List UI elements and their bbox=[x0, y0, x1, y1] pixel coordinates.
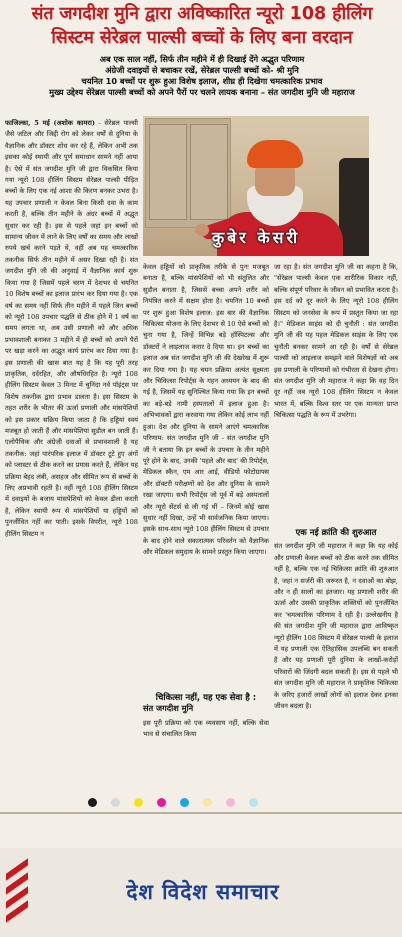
registration-dot bbox=[157, 798, 166, 807]
column-3b-text: संत जगदीश मुनि जी महाराज ने कहा कि यह कोई और प्रणाली केवल बच्चों को ठीक करने तक सीमित नहीं है, बल्कि एक नई चिकित्सा क्रांति की शुरुआत है, जहां न सर्जरी की जरूरत है, न दवाओं का बोझ, और न ही सालों का इंतजार। यह प्रणाली शरीर की ऊर्जा और उसकी प्राकृतिक शक्तियों को पुनर्जीवित कर 'चमत्कारिक परिणाम दे रही है। उल्लेखनीय है की संत जगदीश मुनि जी महाराज द्वारा आविष्कृत न्यूरो हीलिंग 108 सिस्टम में सेरेब्रल पाल्सी के इलाज में यह प्रणाली एक ऐतिहासिक उपलब्धि बन सकती है और यह प्रणाली पूरी दुनिया के लाखों-करोड़ों परिवारों की जिंदगी बदल सकती है। इस से पहले भी संत जगदीश मुनि जी महाराज ने प्राकृतिक चिकित्सा के जरिए हजारों लाखों लोगों को इलाज देकर इनका जीवन बदला है। bbox=[274, 542, 398, 711]
article-column-3 bbox=[274, 262, 398, 782]
article-column-2-continued bbox=[143, 718, 269, 774]
section-title: देश विदेश समाचार bbox=[126, 880, 280, 904]
headline-line-1: संत जगदीश मुनि द्वारा अविष्कारित न्यूरो 108 हीलिंग bbox=[31, 4, 373, 24]
headline bbox=[6, 2, 398, 50]
banner-stripes-icon bbox=[6, 866, 26, 926]
section-heading-service: चिकित्सा नहीं, यह एक सेवा है : संत जगदीश मुनि bbox=[143, 693, 257, 713]
page-divider bbox=[0, 812, 402, 814]
section-heading-revolution: एक नई क्रांति की शुरुआत bbox=[295, 528, 377, 538]
registration-dot bbox=[249, 798, 258, 807]
column-3-text: जा रहा है। संत जगदीश मुनि जी का कहना है कि, "सेरेब्रल पाल्सी केवल एक शारीरिक विकार नहीं, बल्कि संपूर्ण परिवार के जीवन को प्रभावित करता है। इस दर्द को दूर करने के लिए न्यूरो 108 हीलिंग सिस्टम को जनसेवा के रूप में प्रस्तुत किया जा रहा है।" मेडिकल साइंस को दी चुनौती : संत जगदीश मुनि जी की यह पहल मेडिकल साइंस के लिए एक चुनौती बनकर सामने आ रही है। वर्षों से सेरेब्रल पाल्सी को लाइलाज समझने वाले विशेषज्ञों को अब इस प्रणाली के परिणामों को गंभीरता से देखना होगा। संत जगदीश मुनि जी महाराज ने कहा कि वह दिन दूर नहीं जब न्यूरो 108 हीलिंग सिस्टम न केवल भारत में, बल्कि विश्व स्तर पर एक मान्यता प्राप्त चिकित्सा पद्धति के रूप में उभरेगा। bbox=[274, 263, 398, 420]
photo-watermark: कुबेर केसरी bbox=[211, 228, 301, 247]
article-column-1 bbox=[5, 118, 138, 788]
subheadline-1: अब एक साल नहीं, सिर्फ तीन महीने में ही दिखाई देंगे अद्भुत परिणाम bbox=[99, 54, 305, 64]
column-2b-text: इस पूरी प्रक्रिया को एक व्यवसाय नहीं, बल्कि सेवा भाव से संचालित किया bbox=[143, 719, 269, 739]
article-column-2 bbox=[143, 262, 269, 692]
headline-line-2: सिस्टम सेरेब्रल पाल्सी बच्चों के लिए बना वरदान bbox=[51, 28, 353, 48]
registration-dot bbox=[226, 798, 235, 807]
subheadline-2: अंग्रेजी दवाइयों से बचाकर रखें, सेरेब्रल पाल्सी बच्चों को- श्री मुनि bbox=[105, 65, 299, 75]
registration-dot bbox=[203, 798, 212, 807]
subheadlines bbox=[4, 54, 400, 98]
column-1-text: - सेरेब्रल पाल्सी जैसे जटिल और जिद्दी रोग को लेकर वर्षों से दुनिया के वैज्ञानिक और डॉक्टर शोध कर रहे हैं, लेकिन अभी तक इसका कोई स्थायी और पूर्ण समाधान सामने नहीं आया है। ऐसे में संत जगदीश मुनि जी द्वारा विकसित किया गया न्यूरो 108 हीलिंग सिस्टम सेरेब्रल पाल्सी पीड़ित बच्चों के लिए एक नई आशा की किरण बनकर उभरा है। यह उपचार प्रणाली न केवल बिना किसी दवा के काम करती है, बल्कि तीन महीने के अंदर बच्चों में अद्भुत सुधार कर रही है। इस से पहले जहां इन बच्चों को सामान्य जीवन में लाने के लिए वर्षों का समय और लाखों रुपये खर्च करने पड़ते थे, वहीं अब यह चमत्कारिक तकनीक सिर्फ तीन महीने में असर दिखा रही है। संत जगदीश मुनि जी की अनुवाई में वैज्ञानिक कार्य शुरू किया गया है जिसमें पहले चरण में देशभर से चयनित 10 विशेष बच्चों का इलाज प्रारंभ कर दिया गया है। एक वर्ष का समय नहीं सिर्फ तीन महीने में पहले जिन बच्चों को न्यूरो 108 उपचार पद्धति से ठीक होने में 1 वर्ष का समय लगता था, अब उसी प्रणाली को और अधिक प्रभावशाली बनाकर 3 महीने में ही बच्चों को अपने पैरों पर खड़ा करने का अद्भुत कार्य प्रारंभ कर दिया गया है। इस प्रणाली की खास बात यह है कि यह पूरी तरह प्राकृतिक, दर्दरहित, और औषधिरहित है। न्यूरो 108 हीलिंग सिस्टम केवल 3 मिनट में चुनिंदा नर्व पॉइंट्स पर विशेष तकनीक द्वारा प्रभाव डालता है। इस सिस्टम के तहत शरीर के भीतर की ऊर्जा प्रणाली और मांसपेशियों को इस प्रकार सक्रिय किया जाता है कि हड्डियां स्वयं मजबूत हो जाती हैं और मांसपेशियां सुडौल बन जाती हैं। एलोपैथिक और अंग्रेजी दवाओं से प्रभावशाली है यह तकनीक: जहां पारंपरिक इलाज में डॉक्टर टूटे हुए अंगों को प्लास्टर से ठीक करने का प्रयास करते हैं, लेकिन यह प्रक्रिया बेहद लंबी, असहज और सीमित रूप से बच्चों के लिए अप्रभावी रहती है। वहीं न्यूरो 108 हीलिंग सिस्टम में दवाइयों के बजाय मांसपेशियों को केवल ढीला करती है, लेकिन स्थायी रूप से मांसपेशियों या हड्डियों को पुनर्जीवित नहीं कर पाती। इसके विपरीत, न्यूरो 108 हीलिंग सिस्टम न bbox=[5, 119, 138, 538]
registration-dot bbox=[134, 798, 143, 807]
saint-photo bbox=[143, 116, 369, 256]
column-2-text: केवल हड्डियों को प्राकृतिक तरीके से पुनः मजबूत बनाता है, बल्कि मांसपेशियों को भी संतुलित और सुडौल बनाता है, जिससे बच्चा अपने शरीर को नियंत्रित करने में सक्षम होता है। चयनित 10 बच्चों पर शुरू हुआ विशेष इलाज: इस बार की वैज्ञानिक चिकित्सा योजना के लिए देशभर से 10 ऐसे बच्चों को चुना गया है, जिन्हें विभिन्न बड़े हॉस्पिटल्स और डॉक्टरों ने लाइलाज करार दे दिया था। इन बच्चों का इलाज अब संत जगदीश मुनि जी की देखरेख में शुरू कर दिया गया है। यह चयन प्रक्रिया अत्यंत सूक्ष्मता और चिकित्सा रिपोर्ट्स के गहन अध्ययन के बाद की गई है, जिसमें यह सुनिश्चित किया गया कि इन बच्चों का बड़े-बड़े नामी हस्पतालों में इलाज हुआ है। अभिभावकों द्वारा करवाया गया लेकिन कोई लाभ नहीं हुआ। देश और दुनिया के सामने आएंगे चमत्कारिक परिणाम: संत जगदीश मुनि जी - संत जगदीश मुनि जी ने बताया कि इन बच्चों के उपचार के तीन महीने पूरे होने के बाद, उनकी 'पहले और बाद' की रिपोर्ट्स, मेडिकल स्कैन, एम आर आई, वीडियो फोटोग्राफ्स और डॉक्टरी परीक्षणों को देश और दुनिया के सामने रखा जाएगा। सभी रिपोर्ट्स जो पूर्व में बड़े अस्पतालों और न्यूरो सेंटर्स से ली गई थीं – जिनमें कोई खास सुधार नहीं दिखा, उन्हें भी सार्वजनिक किया जाएगा। इसके साथ-साथ न्यूरो 108 हीलिंग सिस्टम से उपचार के बाद होने वाले सकारात्मक परिवर्तन को वैज्ञानिक और मेडिकल समुदाय के सामने प्रस्तुत किया जाएगा। bbox=[143, 263, 269, 557]
subheadline-4: मुख्य उद्देश्य सेरेब्रल पाल्सी बच्चों को अपने पैरों पर चलने लायक बनाना – संत जगदीश मुनि जी महाराज bbox=[49, 87, 355, 97]
printer-registration-marks bbox=[88, 797, 328, 807]
dateline: फाजिल्का, 5 मई (अशोक कामरा) bbox=[5, 119, 95, 127]
subheadline-3: चयनित 10 बच्चों पर शुरू हुआ विशेष इलाज, शीघ्र ही दिखेगा चमत्कारिक प्रभाव bbox=[81, 76, 323, 86]
registration-dot bbox=[111, 798, 120, 807]
section-banner bbox=[0, 848, 402, 937]
registration-dot bbox=[180, 798, 189, 807]
registration-dot bbox=[88, 798, 97, 807]
